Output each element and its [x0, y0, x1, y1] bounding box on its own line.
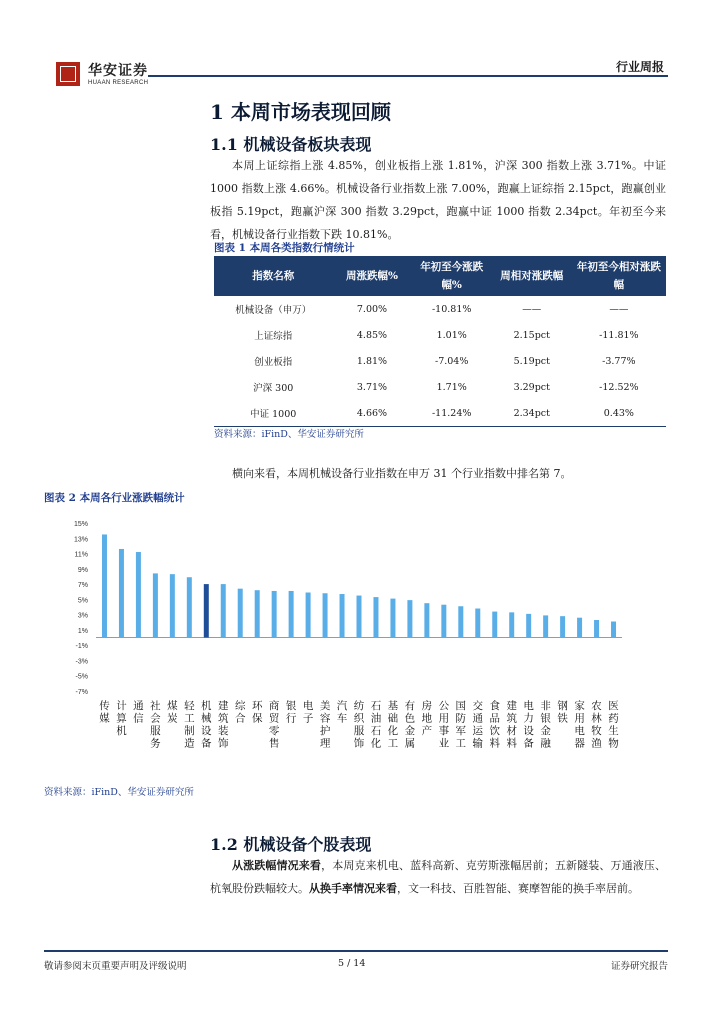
x-tick-label: 电子 [302, 700, 314, 725]
table-cell: -11.24% [412, 400, 492, 427]
table-source: 资料来源：iFinD、华安证券研究所 [214, 429, 364, 440]
table-cell: -7.04% [434, 355, 469, 367]
bar [577, 618, 582, 638]
table-cell: 4.85% [356, 329, 388, 341]
x-tick-label: 汽车 [336, 700, 348, 725]
bar [526, 614, 531, 638]
table-header-row [214, 256, 666, 296]
table-cell: 机械设备（申万） [235, 305, 312, 316]
x-tick-label: 交通运输 [472, 700, 484, 750]
bar [373, 597, 378, 637]
table-row [214, 400, 666, 427]
x-tick-label: 纺织服饰 [353, 700, 365, 750]
table-cell: 7.00% [356, 303, 388, 315]
bar [187, 577, 192, 637]
x-tick-label: 农林牧渔 [591, 700, 602, 750]
subsection-title: 1.1 机械设备板块表现 [210, 135, 372, 154]
x-tick-label: 商贸零售 [268, 700, 280, 750]
x-tick-label: 计算机 [116, 700, 127, 737]
y-tick-label: 3% [77, 612, 88, 620]
table-cell: -10.81% [431, 303, 472, 315]
bar [560, 616, 565, 637]
x-tick-label: 建筑装饰 [218, 700, 229, 750]
bar [153, 573, 158, 637]
x-tick-label: 石油石化 [370, 700, 382, 750]
x-tick-label: 环保 [251, 700, 263, 725]
bar [204, 584, 209, 637]
x-tick-label: 美容护理 [319, 700, 331, 750]
bar [306, 592, 311, 637]
y-tick-label: 13% [73, 536, 88, 544]
x-tick-label: 社会服务 [150, 700, 161, 750]
industry-bar-chart [44, 515, 624, 765]
bar [119, 549, 124, 638]
x-tick-label: 电力设备 [523, 700, 534, 750]
section-title: 1 本周市场表现回顾 [210, 100, 391, 124]
bar [136, 552, 141, 638]
ranking-paragraph: 横向来看，本周机械设备行业指数在申万 31 个行业指数中排名第 7。 [232, 467, 572, 480]
bar [390, 599, 395, 638]
x-tick-label: 综合 [234, 700, 246, 725]
text-change: ，本周克来机电、蓝科高新、克劳斯涨幅居前；五新隧装、万通液压、杭氧股份跌幅较大。 [210, 859, 667, 895]
bar [255, 590, 260, 637]
x-tick-label: 基础化工 [387, 700, 399, 750]
y-tick-label: 9% [77, 566, 88, 574]
bar [221, 584, 226, 637]
bar [594, 620, 599, 638]
y-tick-label: -3% [75, 658, 88, 666]
bar [357, 596, 362, 638]
lead-change: 从涨跌幅情况来看 [232, 859, 322, 872]
table-cell: 沪深 300 [253, 383, 294, 394]
text-turnover: ，文一科技、百胜智能、赛摩智能的换手率居前。 [397, 882, 639, 895]
table-row [214, 322, 666, 348]
x-tick-label: 医药生物 [608, 700, 619, 750]
report-type: 行业周报 [615, 60, 664, 74]
logo-text: 华安证券 [88, 63, 148, 79]
subsection-title-2: 1.2 机械设备个股表现 [210, 835, 372, 854]
x-tick-label: 非银金融 [540, 700, 551, 750]
table-cell: 4.66% [332, 400, 411, 427]
table-cell: 上证综指 [254, 331, 293, 342]
table-cell: 1.81% [356, 355, 388, 367]
table-cell: 1.71% [436, 381, 467, 393]
bar [102, 534, 107, 637]
table-cell: 3.29pct [513, 381, 550, 393]
chart-source: 资料来源：iFinD、华安证券研究所 [44, 787, 194, 798]
chart-caption: 图表 2 本周各行业涨跌幅统计 [44, 492, 185, 504]
bar [289, 591, 294, 638]
y-tick-label: 11% [74, 551, 88, 559]
bar [509, 612, 514, 637]
bar [323, 593, 328, 637]
table-row [214, 374, 666, 400]
table-cell: 3.71% [356, 381, 388, 393]
table-row [214, 296, 666, 322]
table-cell: —— [522, 303, 542, 315]
table-cell: -12.52% [599, 381, 639, 393]
table-header-cell: 年初至今相对涨跌幅 [572, 256, 666, 296]
footer-disclaimer: 敬请参阅末页重要声明及评级说明 [44, 961, 187, 972]
footer-report-label: 证券研究报告 [610, 961, 668, 972]
x-tick-label: 银行 [285, 700, 297, 725]
table-cell: 5.19pct [513, 355, 550, 367]
bar [407, 600, 412, 637]
x-tick-label: 传媒 [99, 700, 110, 725]
bar [272, 591, 277, 638]
y-tick-label: -1% [75, 643, 88, 651]
bar [543, 615, 548, 637]
logo-mark [56, 62, 80, 86]
table-cell: 创业板指 [254, 357, 293, 368]
footer-divider [44, 950, 668, 952]
bar [238, 589, 243, 638]
table-header-cell: 年初至今涨跌幅% [412, 256, 492, 296]
table-caption: 图表 1 本周各类指数行情统计 [214, 242, 355, 254]
lead-turnover: 从换手率情况来看 [309, 882, 397, 895]
x-tick-label: 建筑材料 [506, 700, 517, 750]
x-tick-label: 家用电器 [574, 700, 585, 750]
logo-subtext: HUAAN RESEARCH [88, 80, 149, 86]
x-tick-label: 国防军工 [455, 700, 467, 750]
x-tick-label: 有色金属 [404, 700, 416, 750]
bar [475, 609, 480, 638]
table-cell: 2.34pct [492, 400, 572, 427]
x-tick-label: 公用事业 [438, 700, 450, 750]
table-cell: 1.01% [436, 329, 467, 341]
header-divider [148, 75, 668, 77]
industry-chart [44, 515, 624, 769]
y-tick-label: 15% [73, 521, 88, 528]
x-tick-label: 房地产 [421, 700, 433, 737]
table-cell: 中证 1000 [214, 400, 332, 427]
table-cell: -3.77% [602, 355, 636, 367]
index-table [214, 256, 666, 427]
x-tick-label: 通信 [133, 700, 144, 725]
x-tick-label: 轻工制造 [184, 700, 195, 750]
table-cell: 2.15pct [513, 329, 550, 341]
y-tick-label: 7% [77, 582, 88, 590]
y-tick-label: -7% [75, 689, 88, 696]
table-header-cell: 指数名称 [214, 256, 332, 296]
bar [611, 622, 616, 638]
x-tick-label: 机械设备 [201, 700, 212, 750]
bar [441, 605, 446, 638]
table-header-cell: 周涨跌幅% [332, 256, 411, 296]
x-tick-label: 钢铁 [557, 700, 568, 725]
bar [492, 612, 497, 638]
stock-paragraph [210, 854, 666, 900]
table-row [214, 348, 666, 374]
x-tick-label: 食品饮料 [489, 700, 500, 750]
bar [340, 594, 345, 638]
table-header-cell: 周相对涨跌幅 [492, 256, 572, 296]
bar [424, 603, 429, 637]
table-cell: 0.43% [572, 400, 666, 427]
y-tick-label: -5% [75, 673, 88, 681]
y-tick-label: 5% [77, 597, 88, 605]
bar [458, 606, 463, 637]
bar [170, 574, 175, 637]
y-tick-label: 1% [77, 627, 88, 635]
table-cell: -11.81% [599, 329, 639, 341]
x-tick-label: 煤炭 [167, 700, 178, 725]
table-cell: —— [609, 303, 629, 315]
page-number: 5 / 14 [338, 958, 366, 969]
market-paragraph: 本周上证综指上涨 4.85%，创业板指上涨 1.81%，沪深 300 指数上涨 3.71%。中证 1000 指数上涨 4.66%。机械设备行业指数上涨 7.00%，跑赢上证综指 2.15pct，跑赢创业板指 5.19pct，跑赢沪深 300 指数 3.29pct，跑赢中证 1000 指数 2.34pct。年初至今来看，机械设备行业指数下跌 10.81%。 [210, 159, 666, 241]
